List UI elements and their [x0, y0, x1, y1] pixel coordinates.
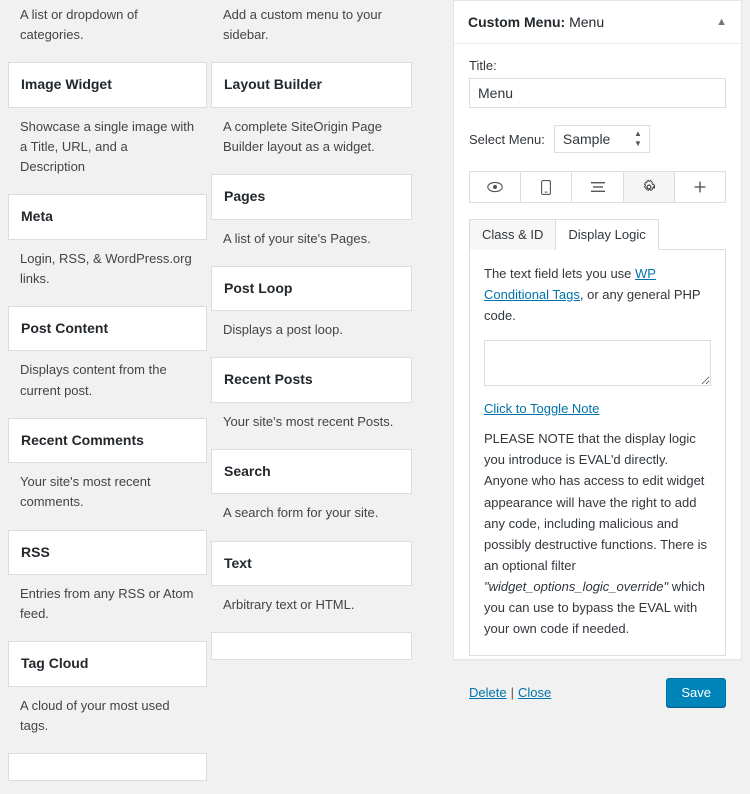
tab-display-logic[interactable]: Display Logic [555, 219, 658, 250]
widget-card-rss[interactable] [8, 530, 207, 629]
save-button[interactable]: Save [666, 678, 726, 707]
widget-description: Arbitrary text or HTML. [223, 597, 355, 613]
widget-description: Add a custom menu to your sidebar. [223, 7, 382, 43]
widget-description: Login, RSS, & WordPress.org links. [20, 250, 192, 286]
display-logic-panel [469, 249, 726, 656]
widget-description: Entries from any RSS or Atom feed. [20, 586, 194, 622]
align-icon[interactable] [572, 172, 623, 202]
close-link[interactable]: Close [517, 684, 552, 700]
intro-suffix: , or any general PHP code. [484, 286, 701, 323]
widget-title: Layout Builder [211, 62, 412, 108]
widget-title [211, 632, 412, 660]
widget-card-post-loop[interactable] [211, 266, 412, 345]
widget-card[interactable] [211, 0, 412, 49]
panel-header-title [468, 14, 604, 30]
select-menu-label: Select Menu: [469, 131, 545, 147]
tab-class-and-id[interactable]: Class & ID [469, 219, 556, 250]
widget-description: Your site's most recent Posts. [223, 413, 394, 429]
note-part-2: which you can use to bypass the EVAL with your own code if needed. [484, 578, 705, 636]
select-menu-row [469, 125, 726, 153]
widget-title: Pages [211, 174, 412, 220]
wp-conditional-tags-link[interactable]: WP Conditional Tags [484, 266, 656, 302]
panel-header[interactable] [454, 1, 741, 44]
widget-card[interactable] [8, 0, 207, 49]
available-widgets-list [8, 0, 413, 733]
note-part-1: PLEASE NOTE that the display logic you introduce is EVAL'd directly. Anyone who has access to edit widget appearance will have the right to add any code, including malicious and possibly destructive functions. There is an optional filter [484, 431, 708, 573]
settings-tabs [469, 219, 726, 250]
footer-separator: | [510, 684, 514, 700]
widget-title: RSS [8, 530, 207, 576]
intro-prefix: The text field lets you use [484, 266, 636, 281]
widget-title [8, 753, 207, 781]
widget-card-post-content[interactable] [8, 306, 207, 405]
widget-description: Showcase a single image with a Title, URL, and a Description [20, 118, 195, 175]
mobile-icon[interactable] [521, 172, 572, 202]
title-input[interactable] [469, 78, 726, 108]
footer-links [469, 685, 551, 700]
widget-card-search[interactable] [211, 449, 412, 528]
display-logic-code-input[interactable] [484, 340, 711, 386]
title-field-label: Title: [469, 58, 497, 73]
widget-icon-toolbar [469, 171, 726, 203]
widget-description: A search form for your site. [223, 505, 379, 521]
widget-title: Image Widget [8, 62, 207, 108]
widget-card-meta[interactable] [8, 194, 207, 293]
widget-title: Meta [8, 194, 207, 240]
widget-card-partial[interactable] [211, 632, 412, 660]
select-menu-dropdown[interactable] [554, 125, 650, 153]
widget-column-left [8, 0, 210, 794]
widget-instance-label: Menu [569, 14, 605, 30]
widget-title: Text [211, 541, 412, 587]
panel-body [454, 44, 741, 666]
chevron-updown-icon: ▲ ▼ [633, 129, 642, 148]
widget-description: A list or dropdown of categories. [20, 7, 138, 43]
widget-type-label: Custom Menu: [468, 14, 566, 30]
widget-title: Post Content [8, 306, 207, 352]
toggle-note-link[interactable]: Click to Toggle Note [484, 401, 600, 417]
widget-card-partial[interactable] [8, 753, 207, 781]
widget-card-recent-comments[interactable] [8, 418, 207, 517]
panel-footer [454, 666, 741, 721]
display-logic-note [484, 428, 711, 638]
widget-settings-panel [453, 0, 742, 700]
widget-description: Displays a post loop. [223, 322, 343, 338]
plus-icon[interactable] [675, 172, 725, 202]
widget-description: Your site's most recent comments. [20, 474, 151, 510]
widget-card-tag-cloud[interactable] [8, 641, 207, 740]
widget-title: Search [211, 449, 412, 495]
widget-card-pages[interactable] [211, 174, 412, 253]
widget-title: Recent Comments [8, 418, 207, 464]
widget-card-image-widget[interactable] [8, 62, 207, 181]
widget-description: A cloud of your most used tags. [20, 697, 170, 733]
widget-title: Post Loop [211, 266, 412, 312]
display-logic-intro [484, 264, 711, 326]
widget-description: A list of your site's Pages. [223, 230, 371, 246]
widget-description: Displays content from the current post. [20, 362, 167, 398]
delete-link[interactable]: Delete [469, 684, 507, 700]
widget-description: A complete SiteOrigin Page Builder layout as a widget. [223, 118, 382, 154]
widget-title: Recent Posts [211, 357, 412, 403]
chevron-up-icon[interactable]: ▲ [716, 15, 727, 28]
widget-title: Tag Cloud [8, 641, 207, 687]
note-filter-name: "widget_options_logic_override" [484, 578, 669, 594]
gear-icon[interactable] [624, 172, 675, 202]
eye-icon[interactable] [470, 172, 521, 202]
select-menu-value: Sample [562, 131, 611, 147]
widget-card-recent-posts[interactable] [211, 357, 412, 436]
widget-card-layout-builder[interactable] [211, 62, 412, 161]
widget-column-right [210, 0, 412, 794]
widget-card-text[interactable] [211, 541, 412, 620]
